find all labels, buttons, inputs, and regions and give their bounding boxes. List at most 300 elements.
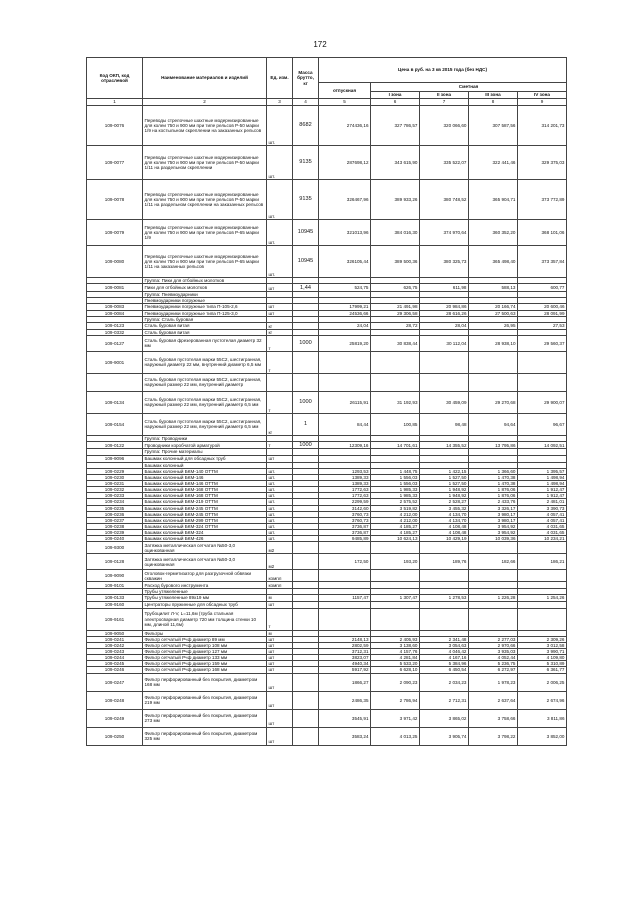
row-zone-4-price: 4 057,41 (518, 517, 567, 523)
row-unit: компл (267, 582, 293, 589)
row-zone-4-price: 29 560,37 (518, 335, 567, 351)
row-code: 109-9101 (87, 582, 143, 589)
row-name: Башмак колонный БКМ-146 ОТТМ (143, 480, 267, 486)
row-unit: шт (267, 310, 293, 316)
row-zone-4-price: 1 254,26 (518, 595, 567, 601)
row-zone-2-price (420, 582, 469, 589)
row-zone-4-price: 3 852,00 (518, 727, 567, 745)
row-zone-1-price: 1 556,03 (371, 474, 420, 480)
row-unit: шт. (267, 511, 293, 517)
row-name: Сталь буровая фрезерованная пустотелая диаметр 32 мм (143, 335, 267, 351)
row-zone-4-price (518, 601, 567, 608)
row-mass (293, 373, 319, 391)
row-unit: шт (267, 601, 293, 608)
row-release-price: 12309,16 (319, 442, 371, 449)
row-zone-1-price: 2 786,94 (371, 691, 420, 709)
row-zone-2-price: 3 905,74 (420, 727, 469, 745)
row-code: 109-0234 (87, 499, 143, 505)
row-name: Фильтр сетчатый Рчф диаметр 159 мм (143, 661, 267, 667)
row-name: Группа: Пневмоударники (143, 292, 267, 298)
row-release-price: 24,04 (319, 322, 371, 329)
row-release-price: 9485,89 (319, 536, 371, 542)
row-release-price: 2486,35 (319, 691, 371, 709)
row-name: Башмак колонный БКМ-245 ОТТМ (143, 505, 267, 511)
row-zone-3-price: 1 470,38 (469, 480, 518, 486)
row-zone-4-price: 20 600,46 (518, 304, 567, 310)
row-code: 109-9050 (87, 630, 143, 636)
row-release-price: 3736,87 (319, 530, 371, 536)
row-zone-4-price: 314 201,73 (518, 106, 567, 146)
row-name: Группа: Проводники (143, 435, 267, 441)
row-name: Фильтр перфорированный без покрытия, диаметром 273 мм (143, 709, 267, 727)
row-name: Башмак колонный БКМ-146 (143, 474, 267, 480)
row-zone-3-price: 3 954,92 (469, 523, 518, 529)
row-code: 109-0076 (87, 106, 143, 146)
row-zone-1-price (371, 570, 420, 582)
table-row (87, 373, 567, 391)
table-row (87, 413, 567, 435)
row-unit: шт (267, 304, 293, 310)
row-zone-1-price: 389 500,36 (371, 246, 420, 278)
row-code: 109-0239 (87, 530, 143, 536)
row-zone-4-price (518, 455, 567, 462)
row-zone-1-price (371, 373, 420, 391)
row-zone-4-price: 373 357,84 (518, 246, 567, 278)
col-number: 6 (371, 99, 420, 106)
row-zone-1-price: 193,20 (371, 554, 420, 570)
row-name: Башмак колонный (143, 462, 267, 468)
row-zone-3-price: 3 326,17 (469, 505, 518, 511)
table-row (87, 220, 567, 246)
row-zone-2-price: 320 066,60 (420, 106, 469, 146)
row-code: 109-0084 (87, 310, 143, 316)
row-unit: м (267, 630, 293, 636)
table-row (87, 322, 567, 329)
row-zone-2-price: 1 527,50 (420, 474, 469, 480)
row-name: Фильтр сетчатый Рчф диаметр 168 мм (143, 667, 267, 673)
row-zone-3-price (469, 351, 518, 373)
row-zone-4-price (518, 570, 567, 582)
row-name: Фильтр сетчатый Рчф диаметр 89 мм (143, 636, 267, 642)
row-name: Пневмоударники погружные (143, 298, 267, 304)
row-zone-4-price: 5 310,89 (518, 661, 567, 667)
row-code: 109-0243 (87, 649, 143, 655)
row-zone-1-price: 3 519,82 (371, 505, 420, 511)
row-name: Затяжка металлическая сетчатая №50-3,0 оцинкованная (143, 554, 267, 570)
row-zone-1-price: 5 533,20 (371, 661, 420, 667)
row-code: 109-0077 (87, 146, 143, 180)
row-zone-4-price: 3 012,58 (518, 642, 567, 648)
row-zone-4-price (518, 608, 567, 630)
row-zone-4-price: 10 234,21 (518, 536, 567, 542)
row-name: Фильтр сетчатый Рчф диаметр 108 мм (143, 642, 267, 648)
row-zone-2-price (420, 570, 469, 582)
row-mass (293, 322, 319, 329)
row-zone-4-price (518, 351, 567, 373)
row-mass (293, 673, 319, 691)
row-mass: 1000 (293, 335, 319, 351)
row-zone-2-price: 380 325,73 (420, 246, 469, 278)
row-code: 109-0134 (87, 391, 143, 413)
row-unit: шт. (267, 505, 293, 511)
row-name: Башмак колонный БКМ-324 (143, 530, 267, 536)
row-mass: 1,44 (293, 284, 319, 292)
row-release-price: 2299,59 (319, 499, 371, 505)
header-price-group: Цена в руб. на 3 кв 2015 года (без НДС) (319, 58, 567, 83)
row-release-price: 24536,66 (319, 310, 371, 316)
row-code: 109-0127 (87, 335, 143, 351)
row-unit: шт (267, 649, 293, 655)
col-number: 8 (469, 99, 518, 106)
row-release-price: 3736,87 (319, 523, 371, 529)
row-zone-4-price: 373 772,89 (518, 180, 567, 220)
row-unit: шт (267, 691, 293, 709)
row-name: Сталь буровая пустотелая марки 55С2, шестигранная, наружный диаметр 22 мм, внутренний диаметр 6,5 мм (143, 351, 267, 373)
row-name: Фильтры (143, 630, 267, 636)
row-zone-3-price: 10 039,36 (469, 536, 518, 542)
row-zone-2-price: 2 528,27 (420, 499, 469, 505)
row-code: 109-0237 (87, 517, 143, 523)
row-code: 109-0231 (87, 480, 143, 486)
row-zone-1-price: 1 985,33 (371, 487, 420, 493)
row-unit: шт (267, 661, 293, 667)
table-row (87, 180, 567, 220)
row-zone-3-price: 1 470,38 (469, 474, 518, 480)
row-zone-4-price: 368 101,06 (518, 220, 567, 246)
row-zone-4-price: 1 912,47 (518, 487, 567, 493)
row-zone-3-price: 307 587,56 (469, 106, 518, 146)
row-code: 109-0242 (87, 642, 143, 648)
row-unit: компл (267, 570, 293, 582)
row-mass (293, 582, 319, 589)
row-unit: шт. (267, 499, 293, 505)
row-mass: 10945 (293, 246, 319, 278)
row-name: Фильтр перфорированный без покрытия, диаметром 219 мм (143, 691, 267, 709)
row-unit: м (267, 595, 293, 601)
row-mass: 10945 (293, 220, 319, 246)
row-zone-1-price: 31 192,93 (371, 391, 420, 413)
row-name: Группа: Сталь буровая (143, 316, 267, 322)
row-mass (293, 542, 319, 554)
header-release: отпускная (319, 83, 371, 99)
row-name: Башмак колонный БКМ-245 ОТТМ (143, 511, 267, 517)
row-release-price: 2148,13 (319, 636, 371, 642)
row-name: Трубы утяжеленные 89х19 мм (143, 595, 267, 601)
row-code: 109-0250 (87, 727, 143, 745)
row-release-price: 1293,53 (319, 468, 371, 474)
row-zone-4-price: 329 375,03 (518, 146, 567, 180)
price-table (86, 57, 567, 746)
table-row (87, 673, 567, 691)
header-estimate: Сметная (371, 83, 567, 92)
row-name: Башмак колонный БКМ-426 (143, 536, 267, 542)
row-release-price: 1866,27 (319, 673, 371, 691)
row-zone-4-price: 2 309,26 (518, 636, 567, 642)
row-zone-3-price: 3 798,22 (469, 727, 518, 745)
col-number: 1 (87, 99, 143, 106)
row-name: Фильтр сетчатый Рчф диаметр 127 мм (143, 649, 267, 655)
row-name: Переводы стрелочные шахтные модернизированные для колеи 750 и 900 мм при типе рельсов Р-50 марки 1/11 на раздельном скреплении (143, 146, 267, 180)
row-zone-4-price: 186,21 (518, 554, 567, 570)
row-zone-2-price: 4 167,16 (420, 655, 469, 661)
row-zone-2-price: 4 108,48 (420, 530, 469, 536)
row-zone-3-price: 2 277,03 (469, 636, 518, 642)
row-name: Пневмоударники погружные типа П-105-2,6 (143, 304, 267, 310)
row-zone-3-price: 29 270,68 (469, 391, 518, 413)
table-row (87, 335, 567, 351)
row-zone-4-price: 4 031,65 (518, 523, 567, 529)
row-name: Башмак колонный БКМ-140 ОТТМ (143, 468, 267, 474)
row-unit: т (267, 351, 293, 373)
row-zone-1-price: 4 013,25 (371, 727, 420, 745)
row-zone-3-price: 13 795,86 (469, 442, 518, 449)
row-zone-3-price: 28 938,10 (469, 335, 518, 351)
row-zone-3-price: 365 904,71 (469, 180, 518, 220)
row-zone-2-price (420, 601, 469, 608)
table-row (87, 691, 567, 709)
row-zone-4-price: 1 498,94 (518, 480, 567, 486)
row-zone-1-price: 2 405,93 (371, 636, 420, 642)
row-code: 109-0332 (87, 329, 143, 335)
table-row (87, 601, 567, 608)
row-zone-3-price: 6 272,97 (469, 667, 518, 673)
row-mass (293, 554, 319, 570)
row-zone-4-price: 4 109,80 (518, 655, 567, 661)
row-code: 109-0154 (87, 413, 143, 435)
row-zone-1-price: 4 212,00 (371, 517, 420, 523)
table-body (87, 106, 567, 746)
row-name: Башмак колонный для обсадных труб (143, 455, 267, 462)
row-zone-2-price: 335 522,07 (420, 146, 469, 180)
row-unit: шт. (267, 220, 293, 246)
row-zone-1-price: 327 786,57 (371, 106, 420, 146)
row-unit: шт. (267, 487, 293, 493)
row-mass (293, 691, 319, 709)
row-zone-3-price (469, 373, 518, 391)
row-release-price: 3583,24 (319, 727, 371, 745)
row-zone-1-price: 3 971,42 (371, 709, 420, 727)
row-zone-2-price: 1 527,50 (420, 480, 469, 486)
row-zone-1-price: 10 624,13 (371, 536, 420, 542)
row-mass (293, 727, 319, 745)
row-zone-2-price: 1 422,15 (420, 468, 469, 474)
row-zone-3-price: 1 978,23 (469, 673, 518, 691)
row-zone-3-price: 2 637,64 (469, 691, 518, 709)
row-zone-2-price (420, 455, 469, 462)
row-unit: м2 (267, 554, 293, 570)
table-row (87, 727, 567, 745)
row-zone-1-price: 4 185,27 (371, 530, 420, 536)
row-mass (293, 570, 319, 582)
row-name: Башмак колонный БКМ-299 ОТТМ (143, 517, 267, 523)
row-mass (293, 709, 319, 727)
row-zone-4-price (518, 582, 567, 589)
row-zone-2-price: 10 429,19 (420, 536, 469, 542)
row-zone-4-price: 3 990,71 (518, 649, 567, 655)
row-code: 109-0080 (87, 246, 143, 278)
row-name: Сталь буровая витая (143, 322, 267, 329)
row-zone-1-price: 2 575,52 (371, 499, 420, 505)
row-unit: шт. (267, 493, 293, 499)
header-zone-2: II зона (420, 92, 469, 99)
row-release-price: 326105,44 (319, 246, 371, 278)
row-code: 109-0247 (87, 673, 143, 691)
row-code: 109-9160 (87, 601, 143, 608)
row-zone-1-price: 384 016,30 (371, 220, 420, 246)
row-mass (293, 608, 319, 630)
row-zone-3-price: 365 498,40 (469, 246, 518, 278)
row-name: Центраторы пружинные для обсадных труб (143, 601, 267, 608)
row-zone-2-price: 5 384,96 (420, 661, 469, 667)
row-zone-1-price (371, 601, 420, 608)
row-zone-2-price (420, 373, 469, 391)
row-zone-1-price: 28,72 (371, 322, 420, 329)
row-zone-3-price: 3 954,92 (469, 530, 518, 536)
row-zone-4-price: 2 006,25 (518, 673, 567, 691)
row-unit: шт. (267, 530, 293, 536)
row-zone-1-price: 6 628,10 (371, 667, 420, 673)
row-release-price (319, 542, 371, 554)
row-code: 109-0133 (87, 595, 143, 601)
col-number: 3 (267, 99, 293, 106)
table-row (87, 608, 567, 630)
row-unit: шт (267, 284, 293, 292)
row-name: Затяжка металлическая сетчатая №50-3,0 оцинкованная (143, 542, 267, 554)
row-code: 109-0235 (87, 505, 143, 511)
row-zone-4-price: 1 912,47 (518, 493, 567, 499)
header-name: Наименование материалов и изделий (143, 58, 267, 99)
row-release-price: 4940,34 (319, 661, 371, 667)
row-zone-2-price: 14 355,52 (420, 442, 469, 449)
row-zone-4-price: 4 031,65 (518, 530, 567, 536)
row-unit: шт (267, 673, 293, 691)
row-zone-3-price (469, 455, 518, 462)
row-zone-3-price (469, 582, 518, 589)
header-mass: Масса брутто, кг (293, 58, 319, 99)
row-release-price: 25819,20 (319, 335, 371, 351)
row-zone-2-price: 2 341,48 (420, 636, 469, 642)
row-name: Оголовок-герметизатор для разгрузочной обвязки скважин (143, 570, 267, 582)
header-code: Код ОКП, код отраслевой (87, 58, 143, 99)
row-code: 109-0248 (87, 691, 143, 709)
row-mass: 1 (293, 413, 319, 435)
row-release-price: 1772,63 (319, 493, 371, 499)
row-zone-4-price: 3 390,73 (518, 505, 567, 511)
row-zone-1-price: 21 491,98 (371, 304, 420, 310)
row-unit: шт. (267, 106, 293, 146)
row-name: Переводы стрелочные шахтные модернизированные для колеи 750 и 900 мм при типе рельсов Р-65 марки 1/9 (143, 220, 267, 246)
row-zone-1-price (371, 542, 420, 554)
row-code: 109-0081 (87, 284, 143, 292)
row-name: Фильтр перфорированный без покрытия, диаметром 325 мм (143, 727, 267, 745)
header-zone-1: I зона (371, 92, 420, 99)
row-unit: м2 (267, 542, 293, 554)
col-number: 4 (293, 99, 319, 106)
col-number: 7 (420, 99, 469, 106)
row-zone-3-price: 3 935,03 (469, 649, 518, 655)
row-code: 109-9161 (87, 608, 143, 630)
row-mass: 9135 (293, 180, 319, 220)
row-zone-4-price: 1 395,57 (518, 468, 567, 474)
row-unit: шт (267, 455, 293, 462)
row-name: Переводы стрелочные шахтные модернизированные для колеи 750 и 900 мм при типе рельсов Р-50 марки 1/11 на раздельном скреплении на заказанных рельсов (143, 180, 267, 220)
row-code: 109-9300 (87, 542, 143, 554)
row-mass: 1000 (293, 442, 319, 449)
row-zone-3-price: 1 876,06 (469, 487, 518, 493)
row-unit: шт (267, 655, 293, 661)
row-zone-1-price: 4 157,76 (371, 649, 420, 655)
row-unit: шт. (267, 468, 293, 474)
row-zone-3-price: 26,95 (469, 322, 518, 329)
row-mass (293, 351, 319, 373)
row-zone-3-price: 20 166,74 (469, 304, 518, 310)
row-zone-2-price: 3 865,02 (420, 709, 469, 727)
table-row (87, 391, 567, 413)
row-zone-1-price (371, 608, 420, 630)
row-zone-4-price: 27,53 (518, 322, 567, 329)
row-name: Переводы стрелочные шахтные модернизированные для колеи 750 и 900 мм при типе рельсов Р-50 марки 1/9 на костыльном скреплении на заказанных рельсов (143, 106, 267, 146)
row-zone-2-price: 98,48 (420, 413, 469, 435)
row-name: Трубоцилит Л-V, L=11,6м (труба стальная электросварная диаметр 720 мм толщина стенки 10 мм, длиной 11,6м) (143, 608, 267, 630)
row-zone-3-price: 4 052,44 (469, 655, 518, 661)
row-unit: кг (267, 413, 293, 435)
row-code: 109-0079 (87, 220, 143, 246)
row-release-price: 1157,47 (319, 595, 371, 601)
row-zone-1-price: 14 701,61 (371, 442, 420, 449)
row-zone-1-price: 389 933,26 (371, 180, 420, 220)
table-row (87, 582, 567, 589)
row-name: Проводники коробчатой арматурой (143, 442, 267, 449)
row-release-price: 3545,91 (319, 709, 371, 727)
row-unit: кг (267, 329, 293, 335)
row-code: 109-0246 (87, 667, 143, 673)
row-unit: шт. (267, 523, 293, 529)
row-name: Башмак колонный БКМ-324 ОТТМ (143, 523, 267, 529)
row-code: 109-0249 (87, 709, 143, 727)
row-zone-1-price: 29 306,58 (371, 310, 420, 316)
row-unit: шт. (267, 246, 293, 278)
row-release-price: 1389,33 (319, 474, 371, 480)
table-row (87, 146, 567, 180)
row-zone-2-price: 374 970,64 (420, 220, 469, 246)
row-code: 109-0078 (87, 180, 143, 220)
row-code: 109-0229 (87, 468, 143, 474)
row-zone-2-price: 4 046,42 (420, 649, 469, 655)
row-zone-3-price: 3 758,66 (469, 709, 518, 727)
row-release-price: 3760,73 (319, 517, 371, 523)
row-code: 109-9090 (87, 570, 143, 582)
row-name: Трубы утяжеленные (143, 589, 267, 595)
row-zone-2-price: 4 108,48 (420, 523, 469, 529)
col-number: 2 (143, 99, 267, 106)
row-zone-1-price: 4 212,00 (371, 511, 420, 517)
header-unit: Ед. изм. (267, 58, 293, 99)
row-code: 109-0232 (87, 487, 143, 493)
row-zone-3-price: 182,66 (469, 554, 518, 570)
row-zone-3-price: 94,64 (469, 413, 518, 435)
row-release-price: 84,44 (319, 413, 371, 435)
row-unit: шт. (267, 146, 293, 180)
row-zone-3-price: 588,13 (469, 284, 518, 292)
row-code: 109-0240 (87, 536, 143, 542)
row-name: Группа: Прочие материалы (143, 449, 267, 455)
row-zone-1-price (371, 455, 420, 462)
row-zone-3-price (469, 570, 518, 582)
header-zone-4: IV зона (518, 92, 567, 99)
row-unit: шт. (267, 517, 293, 523)
column-number-row (87, 99, 567, 106)
row-release-price: 3760,73 (319, 511, 371, 517)
